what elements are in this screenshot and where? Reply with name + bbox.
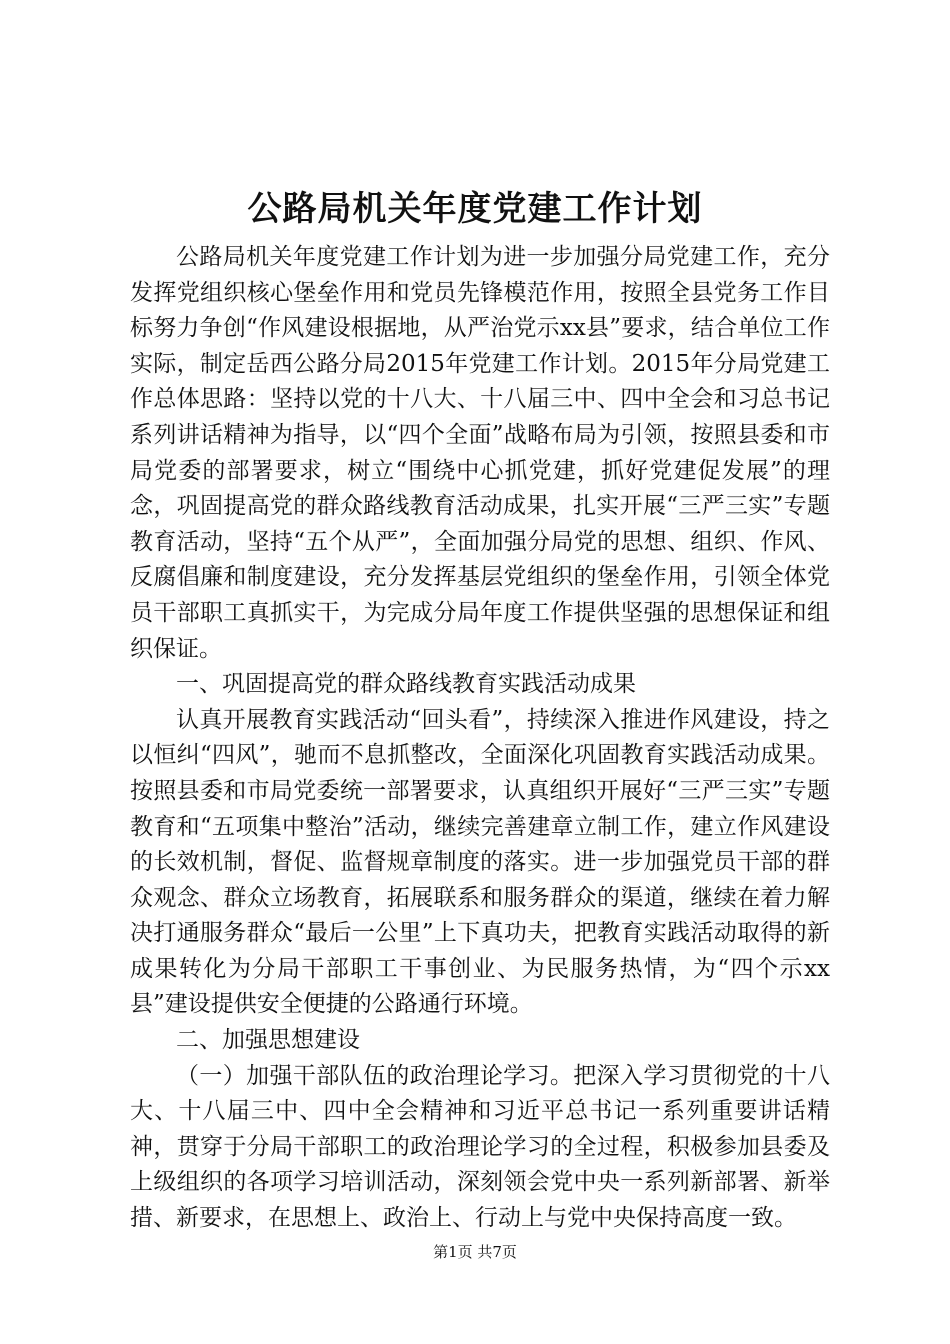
section-heading-1: 一、巩固提高党的群众路线教育实践活动成果 [176, 671, 636, 698]
document-title: 公路局机关年度党建工作计划 [247, 189, 703, 229]
intro-paragraph: 公路局机关年度党建工作计划为进一步加强分局党建工作，充分发挥党组织核心堡垒作用和党员先锋模范作用，按照全县党务工作目标努力争创“作风建设根据地，从严治党示xx县”要求，结合单位工作实际，制定岳西公路分局2015年党建工作计划。2015年分局党建工作总体思路：坚持以党的十八大、十八届三中、四中全会和习总书记系列讲话精神为指导，以“四个全面”战略布局为引领，按照县委和市局党委的部署要求，树立“围绕中心抓党建，抓好党建促发展”的理念，巩固提高党的群众路线教育活动成果，扎实开展“三严三实”专题教育活动，坚持“五个从严”，全面加强分局党的思想、组织、作风、反腐倡廉和制度建设，充分发挥基层党组织的堡垒作用，引领全体党员干部职工真抓实干，为完成分局年度工作提供坚强的思想保证和组织保证。 [130, 244, 830, 662]
section-1-paragraph: 认真开展教育实践活动“回头看”，持续深入推进作风建设，持之以恒纠“四风”，驰而不息抓整改，全面深化巩固教育实践活动成果。按照县委和市局党委统一部署要求，认真组织开展好“三严三实”专题教育和“五项集中整治”活动，继续完善建章立制工作，建立作风建设的长效机制，督促、监督规章制度的落实。进一步加强党员干部的群众观念、群众立场教育，拓展联系和服务群众的渠道，继续在着力解决打通服务群众“最后一公里”上下真功夫，把教育实践活动取得的新成果转化为分局干部职工干事创业、为民服务热情，为“四个示xx县”建设提供安全便捷的公路通行环境。 [130, 706, 830, 1018]
page-number-footer: 第1页 共7页 [433, 1243, 517, 1261]
section-2-paragraph: （一）加强干部队伍的政治理论学习。把深入学习贯彻党的十八大、十八届三中、四中全会精神和习近平总书记一系列重要讲话精神，贯穿于分局干部职工的政治理论学习的全过程，积极参加县委及上级组织的各项学习培训活动，深刻领会党中央一系列新部署、新举措、新要求，在思想上、政治上、行动上与党中央保持高度一致。 [130, 1062, 830, 1232]
section-heading-2: 二、加强思想建设 [176, 1027, 360, 1054]
document-body [130, 240, 830, 1237]
